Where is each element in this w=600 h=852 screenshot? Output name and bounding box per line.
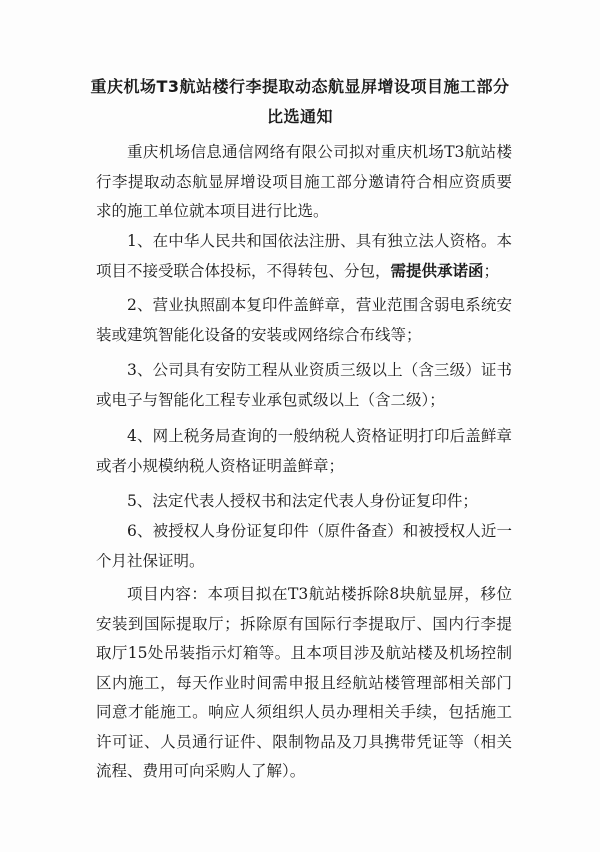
requirement-1-text: 1、在中华人民共和国依法注册、具有独立法人资格。本项目不接受联合体投标，不得转包、分包，	[96, 232, 512, 280]
requirement-5: 5、法定代表人授权书和法定代表人身份证复印件；	[127, 492, 478, 510]
requirement-4: 4、网上税务局查询的一般纳税人资格证明打印后盖鲜章或者小规模纳税人资格证明盖鲜章；	[96, 427, 512, 475]
requirement-1-end: ；	[483, 261, 500, 280]
project-content-paragraph: 项目内容：本项目拟在T3航站楼拆除8块航显屏，移位安装到国际提取厅；拆除原有国际行李提取厅、国内行李提取厅15处吊装指示灯箱等。且本项目涉及航站楼及机场控制区内施工，每天作业时间需申报且经航站楼管理部相关部门同意才能施工。响应人须组织人员办理相关手续，包括施工许可证、人员通行证件、限制物品及刀具携带凭证等（相关流程、费用可向采购人了解）。	[96, 585, 512, 780]
document-subtitle: 比选通知	[266, 107, 333, 126]
requirement-3: 3、公司具有安防工程从业资质三级以上（含三级）证书或电子与智能化工程专业承包贰级以上（含二级）；	[96, 361, 512, 409]
requirement-2: 2、营业执照副本复印件盖鲜章，营业范围含弱电系统安装或建筑智能化设备的安装或网络综合布线等；	[96, 296, 512, 344]
document-title: 重庆机场T3航站楼行李提取动态航显屏增设项目施工部分	[90, 77, 510, 96]
requirement-1	[96, 227, 512, 286]
requirement-1-emphasis: 需提供承诺函	[390, 261, 484, 280]
intro-paragraph: 重庆机场信息通信网络有限公司拟对重庆机场T3航站楼行李提取动态航显屏增设项目施工部分邀请符合相应资质要求的施工单位就本项目进行比选。	[96, 143, 512, 220]
requirement-6: 6、被授权人身份证复印件（原件备查）和被授权人近一个月社保证明。	[96, 522, 512, 570]
